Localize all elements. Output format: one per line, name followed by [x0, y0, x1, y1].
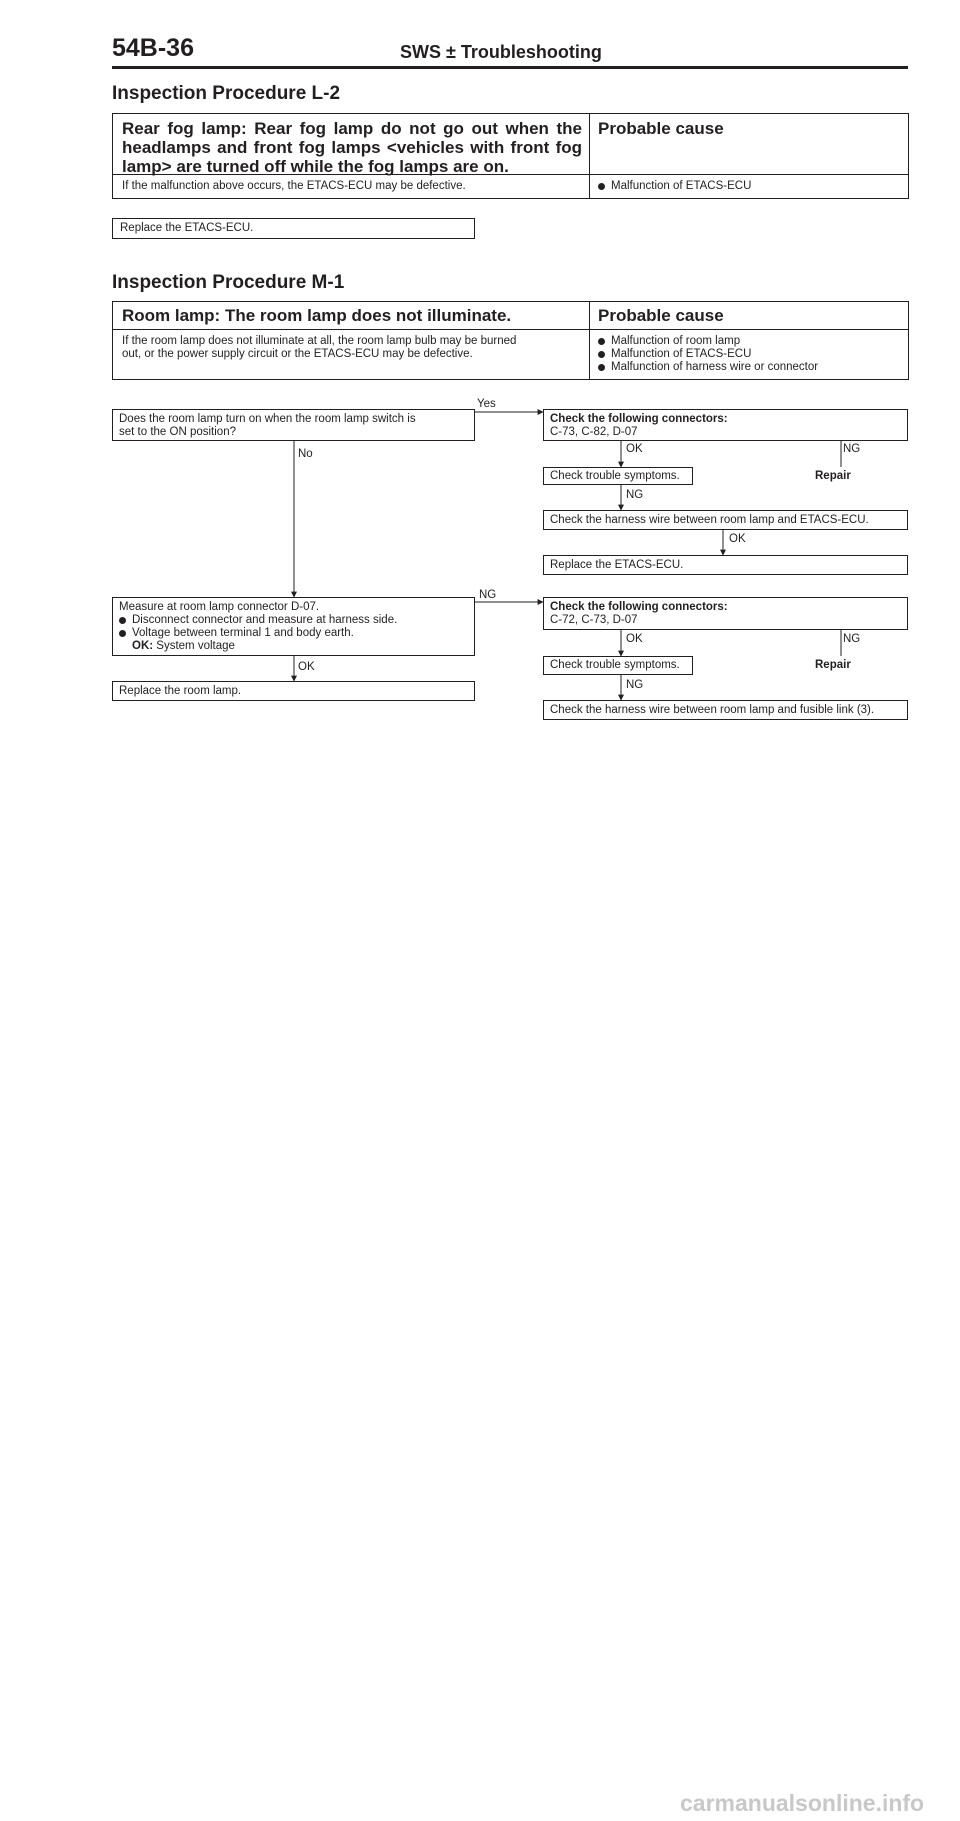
harness-check-box-2 [543, 700, 908, 720]
symptom-text: Room lamp: The room lamp does not illuminate. [122, 306, 512, 325]
check-trouble-label: Check trouble symptoms. [550, 659, 680, 671]
repair-label: Repair [815, 659, 851, 671]
cause-label: Malfunction of harness wire or connector [611, 361, 819, 373]
question-line: Does the room lamp turn on when the room lamp switch is [119, 413, 416, 425]
page-code: 54B-36 [112, 34, 194, 62]
check-title: Check the following connectors: [550, 601, 728, 613]
symptom-line: headlamps and front fog lamps <vehicles with front fog [122, 138, 582, 157]
question-room-lamp-box [112, 409, 475, 441]
harness-check-label: Check the harness wire between room lamp and ETACS-ECU. [550, 514, 869, 526]
replace-ecu-box [543, 555, 908, 575]
ok-spec-value: System voltage [156, 640, 235, 652]
symptom-line: Rear fog lamp: Rear fog lamp do not go out when the [122, 119, 582, 138]
watermark: carmanualsonline.info [680, 1790, 925, 1816]
measure-box [112, 597, 475, 656]
check-connectors-box-2 [543, 597, 908, 630]
harness-check-label: Check the harness wire between room lamp and fusible link (3). [550, 704, 875, 716]
ng-label: NG [479, 589, 497, 601]
measure-step [119, 627, 468, 640]
check-title: Check the following connectors: [550, 413, 728, 425]
measure-step-label: Voltage between terminal 1 and body earth. [132, 627, 354, 639]
measure-step-label: Disconnect connector and measure at harness side. [132, 614, 398, 626]
symptom-line: lamp> are turned off while the fog lamps are on. [122, 157, 509, 176]
ok-label: OK [626, 633, 643, 645]
ng-label: NG [843, 443, 861, 455]
replace-lamp-label: Replace the room lamp. [119, 685, 242, 697]
procedure-l2-title: Inspection Procedure L-2 [112, 83, 341, 104]
check-connectors-box-1 [543, 409, 908, 441]
replace-lamp-box [112, 681, 475, 701]
connector-list: C-72, C-73, D-07 [550, 614, 638, 626]
harness-check-box-1 [543, 510, 908, 530]
connector-list: C-73, C-82, D-07 [550, 426, 638, 438]
probable-cause-header: Probable cause [598, 306, 724, 325]
description-text: If the malfunction above occurs, the ETACS-ECU may be defective. [122, 180, 466, 192]
ng-label: NG [626, 679, 644, 691]
measure-step [119, 614, 468, 627]
procedure-m1-title: Inspection Procedure M-1 [112, 272, 345, 293]
cause-label: Malfunction of ETACS-ECU [611, 348, 752, 360]
ok-spec-label: OK: [132, 640, 154, 652]
replace-ecu-label: Replace the ETACS-ECU. [550, 559, 684, 571]
cause-label: Malfunction of ETACS-ECU [611, 180, 752, 192]
probable-cause-header: Probable cause [598, 119, 724, 138]
bullet-icon [119, 617, 126, 624]
bullet-icon [119, 630, 126, 637]
description-line: out, or the power supply circuit or the ETACS-ECU may be defective. [122, 348, 473, 360]
yes-label: Yes [477, 398, 496, 410]
measure-title: Measure at room lamp connector D-07. [119, 601, 320, 613]
check-trouble-label: Check trouble symptoms. [550, 470, 680, 482]
section-title: SWS ± Troubleshooting [400, 42, 602, 62]
repair-label: Repair [815, 470, 851, 482]
ok-label: OK [626, 443, 643, 455]
ok-label: OK [298, 661, 315, 673]
ng-label: NG [626, 489, 644, 501]
cause-label: Malfunction of room lamp [611, 335, 741, 347]
ng-label: NG [843, 633, 861, 645]
description-line: If the room lamp does not illuminate at all, the room lamp bulb may be burned [122, 335, 517, 347]
measure-ok-line [119, 640, 468, 653]
question-line: set to the ON position? [119, 426, 236, 438]
no-label: No [298, 448, 313, 460]
ok-label: OK [729, 533, 746, 545]
action-label: Replace the ETACS-ECU. [120, 222, 254, 234]
check-trouble-box-1 [543, 467, 693, 485]
check-trouble-box-2 [543, 656, 693, 675]
